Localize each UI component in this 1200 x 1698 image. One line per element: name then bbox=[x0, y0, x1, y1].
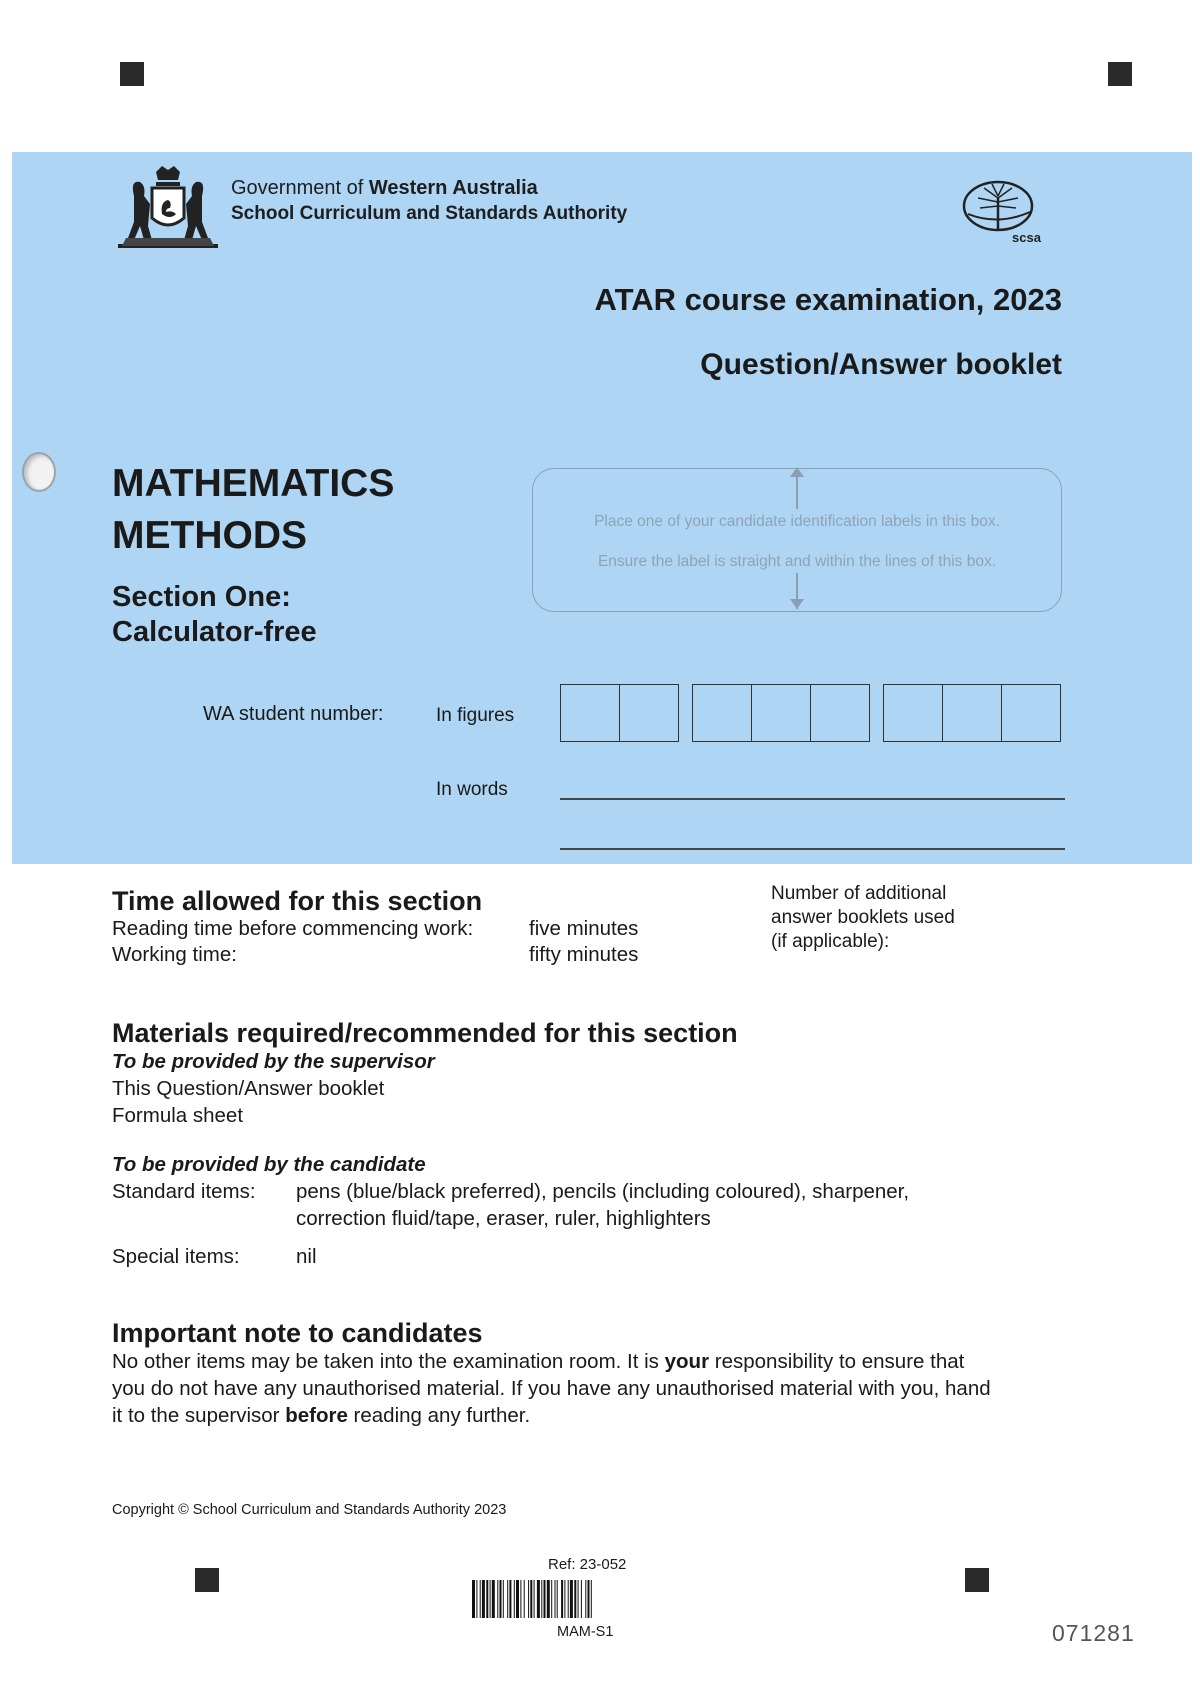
barcode-bar bbox=[524, 1580, 525, 1618]
exam-title: ATAR course examination, 2023 bbox=[594, 282, 1062, 317]
note-line-3c: reading any further. bbox=[347, 1404, 531, 1427]
special-items-label: Special items: bbox=[112, 1245, 240, 1268]
in-words-line-2[interactable] bbox=[560, 848, 1065, 850]
in-figures-label: In figures bbox=[436, 705, 515, 726]
student-number-digit-box[interactable] bbox=[561, 685, 620, 741]
barcode-bar bbox=[490, 1580, 491, 1618]
barcode-bar bbox=[514, 1580, 515, 1618]
barcode-bar bbox=[503, 1580, 504, 1618]
government-line bbox=[231, 177, 538, 200]
authority-name: School Curriculum and Standards Authority bbox=[231, 203, 628, 224]
wa-crest-icon bbox=[112, 166, 224, 250]
student-number-digit-box[interactable] bbox=[1002, 685, 1060, 741]
working-time-label: Working time: bbox=[112, 943, 237, 966]
barcode-bar bbox=[541, 1580, 542, 1618]
supervisor-item-formula-sheet: Formula sheet bbox=[112, 1104, 244, 1127]
label-box-instruction-2: Ensure the label is straight and within the lines of this box. bbox=[597, 553, 997, 570]
gov-prefix: Government of bbox=[231, 177, 369, 199]
registration-mark-bottom-right bbox=[965, 1568, 989, 1592]
barcode-bar bbox=[574, 1580, 576, 1618]
arrow-up-icon bbox=[790, 467, 804, 479]
serial-number: 071281 bbox=[1052, 1620, 1135, 1646]
materials-heading: Materials required/recommended for this section bbox=[112, 1018, 738, 1048]
additional-line-1: Number of additional bbox=[771, 883, 947, 904]
student-number-box-group-2[interactable] bbox=[692, 684, 870, 742]
reading-time-value: five minutes bbox=[529, 917, 639, 940]
barcode-bar bbox=[581, 1580, 582, 1618]
supervisor-heading: To be provided by the supervisor bbox=[112, 1050, 435, 1073]
student-number-digit-box[interactable] bbox=[943, 685, 1002, 741]
arrow-down-icon bbox=[790, 597, 804, 609]
booklet-type: Question/Answer booklet bbox=[700, 348, 1062, 381]
subject-line-1: MATHEMATICS bbox=[112, 462, 395, 505]
barcode-bar bbox=[520, 1580, 521, 1618]
in-words-line-1[interactable] bbox=[560, 798, 1065, 800]
note-line-2: you do not have any unauthorised material. If you have any unauthorised material with you, hand bbox=[112, 1377, 991, 1400]
barcode-bar bbox=[528, 1580, 529, 1618]
additional-line-2: answer booklets used bbox=[771, 907, 955, 928]
scsa-logo-text: scsa bbox=[1012, 230, 1041, 245]
standard-items-line-2: correction fluid/tape, eraser, ruler, highlighters bbox=[296, 1207, 711, 1230]
student-number-digit-box[interactable] bbox=[811, 685, 869, 741]
barcode-bar bbox=[530, 1580, 532, 1618]
barcode-bar bbox=[492, 1580, 495, 1618]
barcode-bar bbox=[534, 1580, 535, 1618]
barcode-bar bbox=[537, 1580, 540, 1618]
punch-hole bbox=[22, 452, 56, 492]
working-time-value: fifty minutes bbox=[529, 943, 639, 966]
barcode-bar bbox=[486, 1580, 488, 1618]
time-heading: Time allowed for this section bbox=[112, 886, 483, 916]
note-line-1 bbox=[112, 1350, 964, 1374]
note-line-1c: responsibility to ensure that bbox=[709, 1350, 965, 1373]
note-line-3 bbox=[112, 1404, 530, 1428]
barcode-bar bbox=[551, 1580, 552, 1618]
barcode-bar bbox=[507, 1580, 508, 1618]
copyright: Copyright © School Curriculum and Standards Authority 2023 bbox=[112, 1502, 507, 1518]
candidate-label-box bbox=[532, 468, 1062, 612]
student-number-box-group-1[interactable] bbox=[560, 684, 679, 742]
barcode-bar bbox=[472, 1580, 475, 1618]
subject-line-2: METHODS bbox=[112, 514, 307, 557]
barcode-bar bbox=[568, 1580, 569, 1618]
scsa-logo-icon bbox=[960, 176, 1044, 248]
barcode-bar bbox=[585, 1580, 586, 1618]
section-line-2: Calculator-free bbox=[112, 616, 317, 648]
section-line-1: Section One: bbox=[112, 581, 291, 613]
reading-time-label: Reading time before commencing work: bbox=[112, 917, 474, 940]
barcode-bar bbox=[570, 1580, 573, 1618]
subject-title bbox=[112, 458, 394, 562]
student-number-digit-box[interactable] bbox=[620, 685, 678, 741]
standard-items-line-1: pens (blue/black preferred), pencils (including coloured), sharpener, bbox=[296, 1180, 910, 1203]
barcode-bar bbox=[476, 1580, 477, 1618]
barcode-bar bbox=[516, 1580, 519, 1618]
student-number-digit-box[interactable] bbox=[884, 685, 943, 741]
gov-state: Western Australia bbox=[368, 177, 538, 199]
barcode-bar bbox=[482, 1580, 485, 1618]
barcode-bar bbox=[561, 1580, 563, 1618]
note-line-3a: it to the supervisor bbox=[112, 1404, 286, 1427]
barcode-code: MAM-S1 bbox=[557, 1624, 614, 1640]
registration-mark-top-left bbox=[120, 62, 144, 86]
barcode-bar bbox=[591, 1580, 592, 1618]
barcode-bar bbox=[497, 1580, 498, 1618]
additional-booklets-label bbox=[771, 882, 955, 954]
candidate-heading: To be provided by the candidate bbox=[112, 1153, 426, 1176]
important-note-heading: Important note to candidates bbox=[112, 1318, 483, 1348]
barcode-bar bbox=[547, 1580, 550, 1618]
note-emphasis-before: before bbox=[285, 1404, 348, 1427]
barcode-bar bbox=[509, 1580, 511, 1618]
registration-mark-bottom-left bbox=[195, 1568, 219, 1592]
label-box-instruction-1: Place one of your candidate identification labels in this box. bbox=[594, 513, 1000, 530]
student-number-label: WA student number: bbox=[203, 703, 384, 725]
barcode-bar bbox=[555, 1580, 556, 1618]
registration-mark-top-right bbox=[1108, 62, 1132, 86]
barcode-bar bbox=[557, 1580, 558, 1618]
reference-number: Ref: 23-052 bbox=[548, 1556, 627, 1573]
barcode-bar bbox=[544, 1580, 546, 1618]
barcode-bar bbox=[564, 1580, 565, 1618]
student-number-digit-box[interactable] bbox=[693, 685, 752, 741]
note-line-1a: No other items may be taken into the examination room. It is bbox=[112, 1350, 665, 1373]
in-words-label: In words bbox=[436, 779, 508, 800]
student-number-box-group-3[interactable] bbox=[883, 684, 1061, 742]
standard-items-label: Standard items: bbox=[112, 1180, 256, 1203]
barcode-bar bbox=[578, 1580, 579, 1618]
barcode-icon bbox=[472, 1580, 708, 1618]
student-number-digit-box[interactable] bbox=[752, 685, 811, 741]
barcode-bar bbox=[500, 1580, 502, 1618]
barcode-bar bbox=[480, 1580, 481, 1618]
barcode-bar bbox=[588, 1580, 590, 1618]
supervisor-item-booklet: This Question/Answer booklet bbox=[112, 1077, 385, 1100]
additional-line-3: (if applicable): bbox=[771, 931, 890, 952]
special-items-value: nil bbox=[296, 1245, 317, 1268]
section-title bbox=[112, 580, 317, 650]
note-emphasis-your: your bbox=[664, 1350, 710, 1373]
